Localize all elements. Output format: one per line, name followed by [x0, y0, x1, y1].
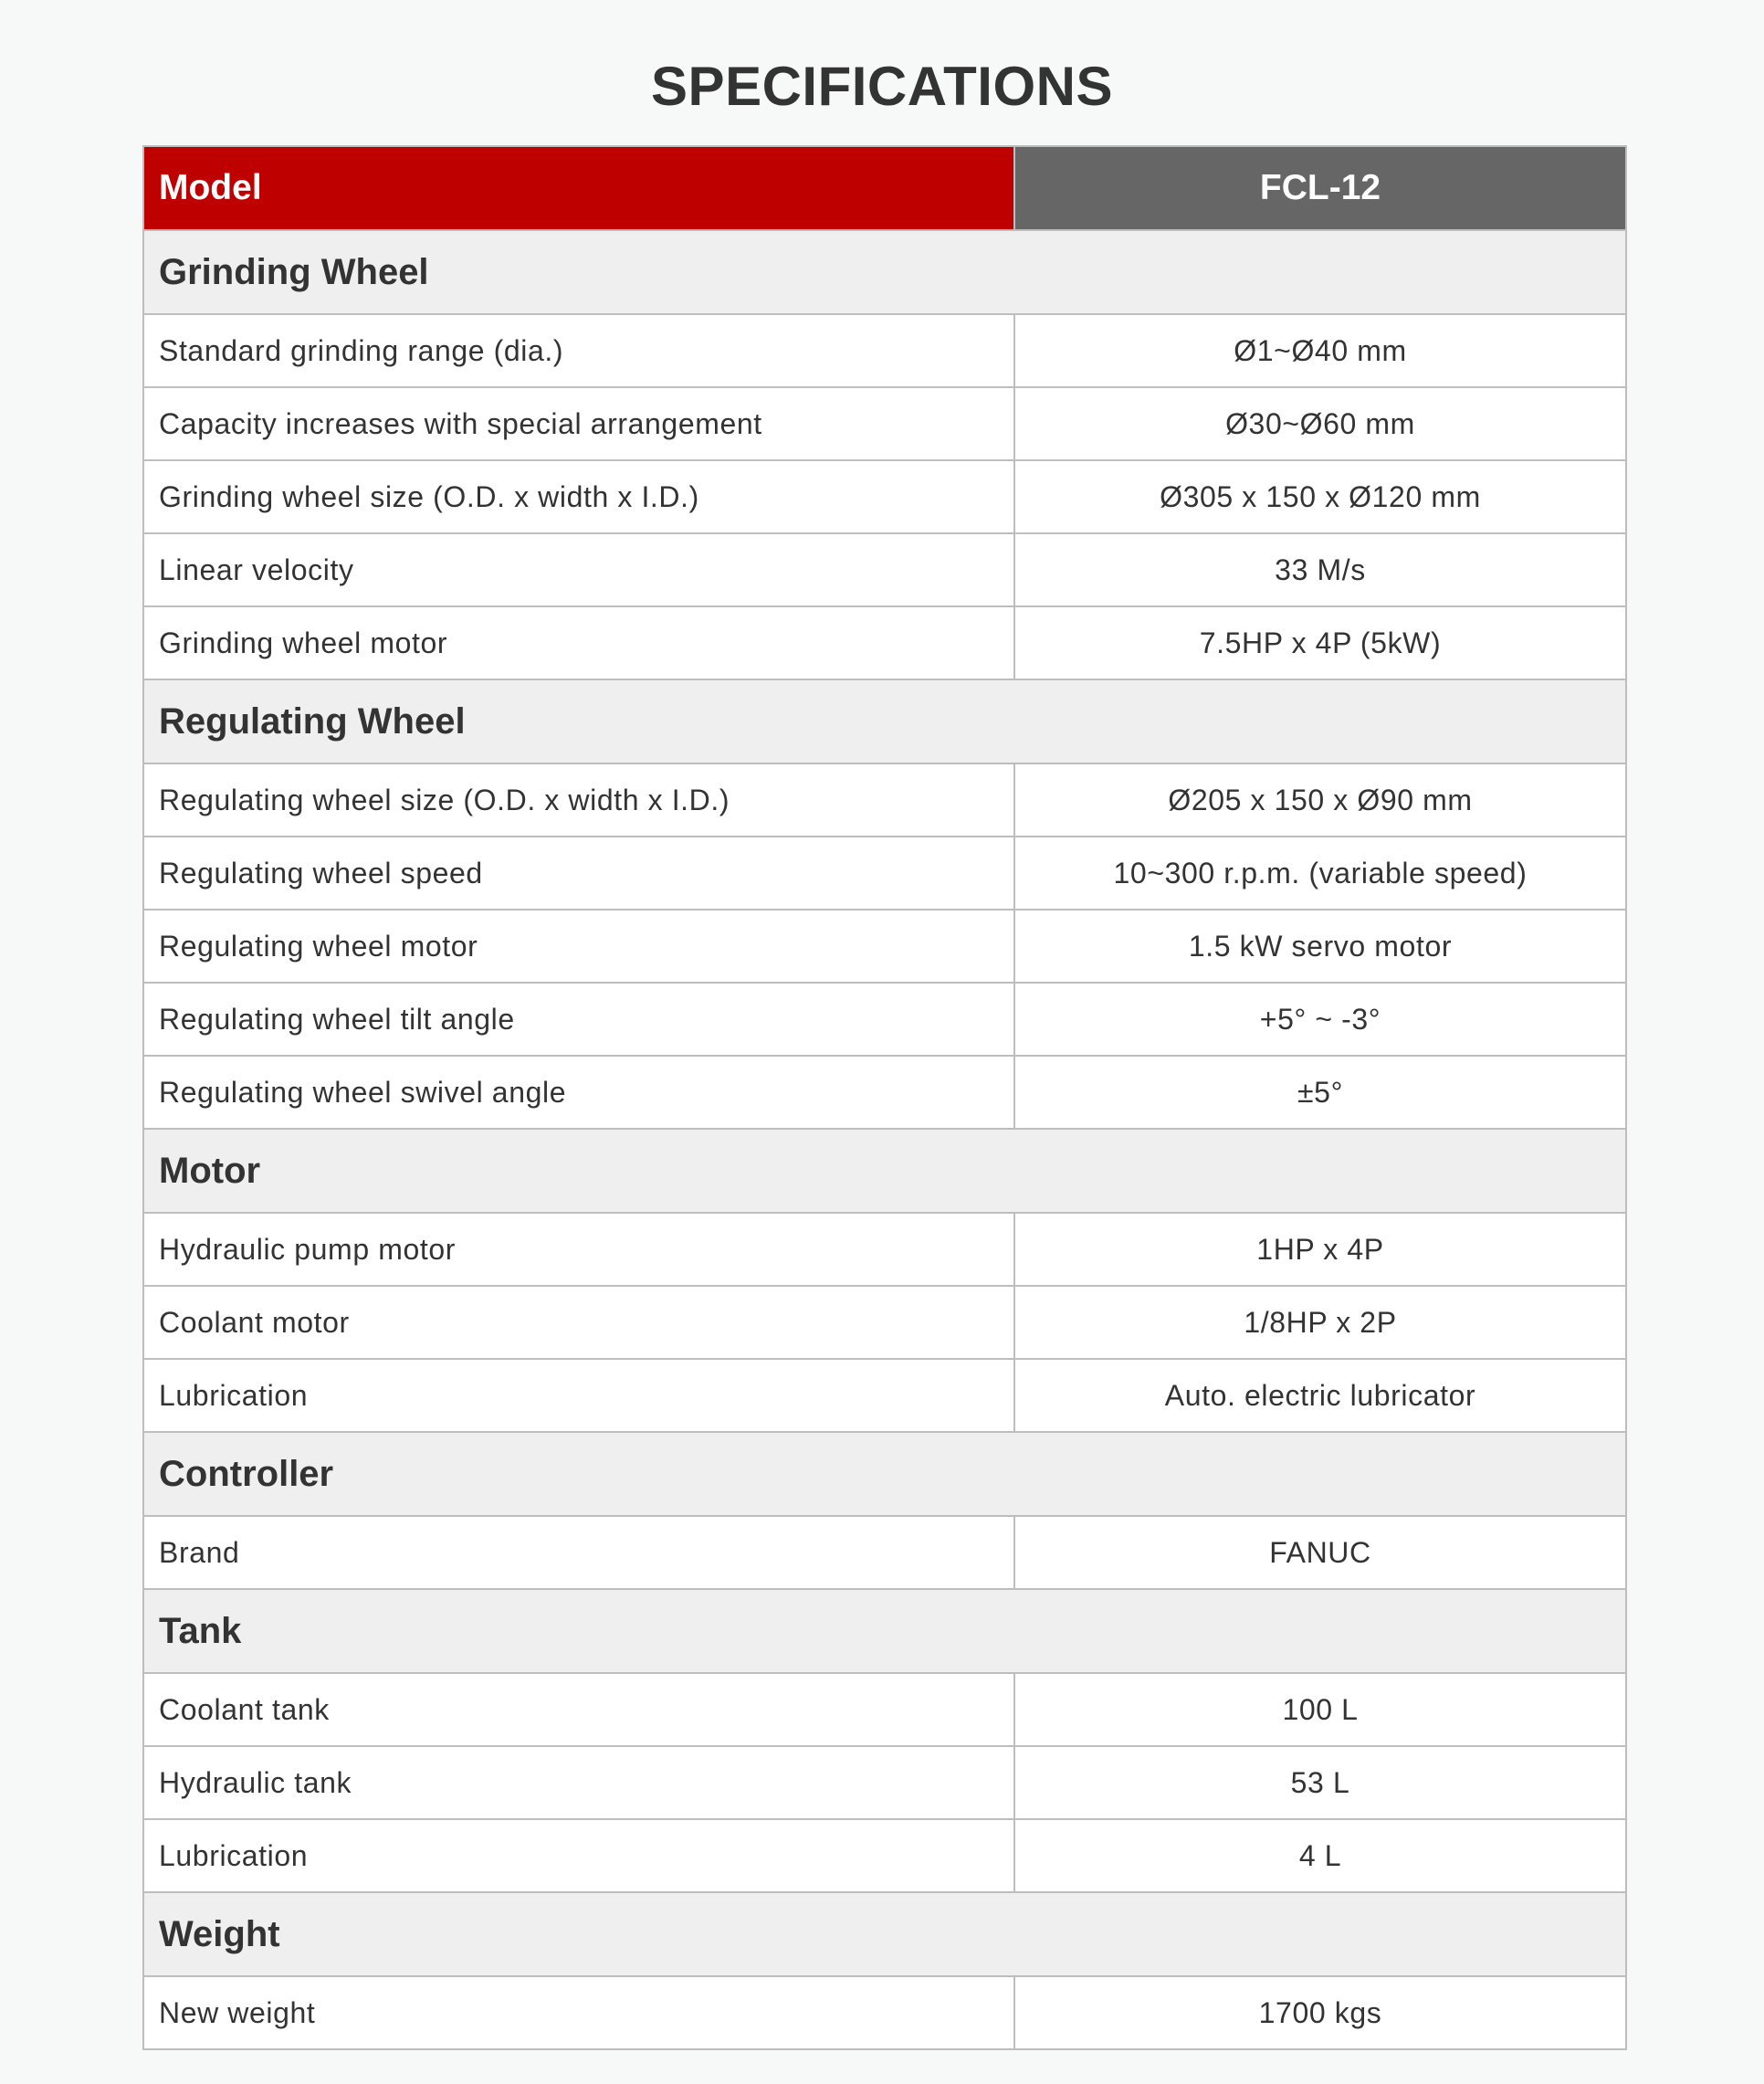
row-value: 10~300 r.p.m. (variable speed): [1014, 837, 1626, 910]
table-row: [143, 983, 1626, 1056]
row-value: Auto. electric lubricator: [1014, 1359, 1626, 1432]
row-label: Regulating wheel size (O.D. x width x I.D.): [143, 763, 1014, 837]
row-value: 7.5HP x 4P (5kW): [1014, 606, 1626, 679]
section-header-weight: [143, 1892, 1626, 1976]
row-label: Lubrication: [143, 1359, 1014, 1432]
table-row: [143, 1286, 1626, 1359]
table-row: [143, 910, 1626, 983]
row-label: Regulating wheel speed: [143, 837, 1014, 910]
section-title: Weight: [143, 1892, 1626, 1976]
table-row: [143, 1673, 1626, 1746]
row-value: +5° ~ -3°: [1014, 983, 1626, 1056]
row-label: Hydraulic tank: [143, 1746, 1014, 1819]
row-label: Brand: [143, 1516, 1014, 1589]
row-value: Ø30~Ø60 mm: [1014, 387, 1626, 460]
table-row: [143, 1359, 1626, 1432]
section-title: Controller: [143, 1432, 1626, 1516]
section-title: Tank: [143, 1589, 1626, 1673]
row-label: Grinding wheel size (O.D. x width x I.D.): [143, 460, 1014, 533]
row-label: Coolant motor: [143, 1286, 1014, 1359]
model-value-header: FCL-12: [1014, 146, 1626, 230]
row-label: Grinding wheel motor: [143, 606, 1014, 679]
table-row: [143, 1213, 1626, 1286]
row-value: 1/8HP x 2P: [1014, 1286, 1626, 1359]
section-header-controller: [143, 1432, 1626, 1516]
table-row: [143, 314, 1626, 387]
row-value: 1700 kgs: [1014, 1976, 1626, 2049]
section-title: Regulating Wheel: [143, 679, 1626, 763]
row-label: Standard grinding range (dia.): [143, 314, 1014, 387]
section-header-grinding-wheel: [143, 230, 1626, 314]
specifications-table: [142, 145, 1627, 2050]
row-label: Capacity increases with special arrangement: [143, 387, 1014, 460]
row-value: 100 L: [1014, 1673, 1626, 1746]
table-row: [143, 1819, 1626, 1892]
row-value: 1.5 kW servo motor: [1014, 910, 1626, 983]
section-header-motor: [143, 1129, 1626, 1213]
table-row: [143, 763, 1626, 837]
row-label: Lubrication: [143, 1819, 1014, 1892]
row-label: Regulating wheel motor: [143, 910, 1014, 983]
section-title: Motor: [143, 1129, 1626, 1213]
row-value: 53 L: [1014, 1746, 1626, 1819]
table-row: [143, 533, 1626, 606]
table-row: [143, 1056, 1626, 1129]
row-value: 33 M/s: [1014, 533, 1626, 606]
row-value: Ø205 x 150 x Ø90 mm: [1014, 763, 1626, 837]
section-header-regulating-wheel: [143, 679, 1626, 763]
row-value: Ø305 x 150 x Ø120 mm: [1014, 460, 1626, 533]
row-value: 1HP x 4P: [1014, 1213, 1626, 1286]
row-label: Hydraulic pump motor: [143, 1213, 1014, 1286]
model-header: Model: [143, 146, 1014, 230]
table-header-row: [143, 146, 1626, 230]
table-row: [143, 1516, 1626, 1589]
table-row: [143, 1746, 1626, 1819]
row-label: Linear velocity: [143, 533, 1014, 606]
row-value: ±5°: [1014, 1056, 1626, 1129]
row-label: Regulating wheel swivel angle: [143, 1056, 1014, 1129]
row-label: Coolant tank: [143, 1673, 1014, 1746]
row-label: New weight: [143, 1976, 1014, 2049]
row-label: Regulating wheel tilt angle: [143, 983, 1014, 1056]
table-row: [143, 460, 1626, 533]
row-value: FANUC: [1014, 1516, 1626, 1589]
row-value: 4 L: [1014, 1819, 1626, 1892]
section-header-tank: [143, 1589, 1626, 1673]
section-title: Grinding Wheel: [143, 230, 1626, 314]
page-title: SPECIFICATIONS: [651, 56, 1113, 117]
table-row: [143, 1976, 1626, 2049]
table-row: [143, 387, 1626, 460]
table-row: [143, 837, 1626, 910]
table-row: [143, 606, 1626, 679]
row-value: Ø1~Ø40 mm: [1014, 314, 1626, 387]
